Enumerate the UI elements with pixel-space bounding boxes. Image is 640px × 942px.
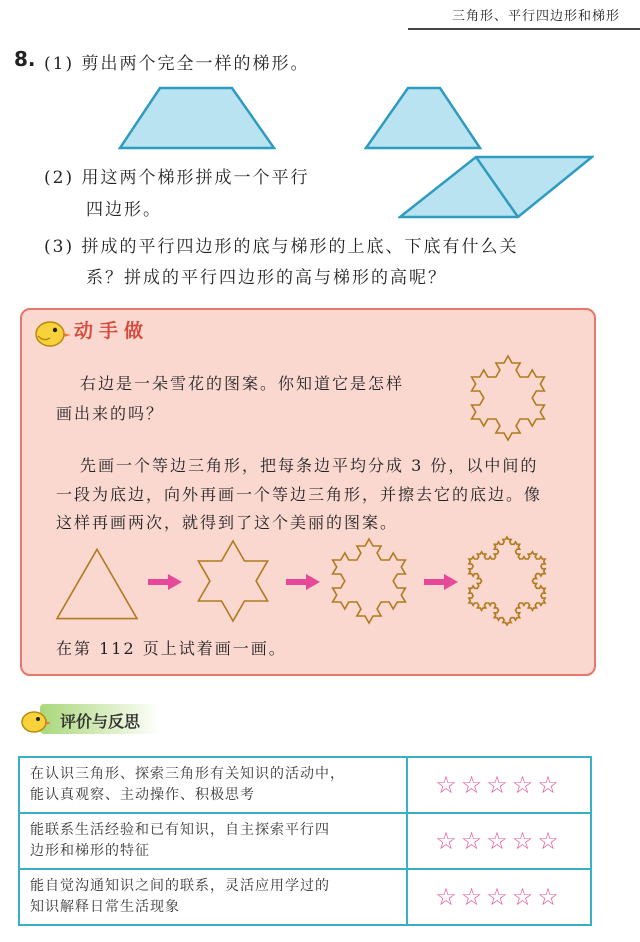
activity-p1-line1: 右边是一朵雪花的图案。你知道它是怎样 [80,374,405,393]
criteria-line: 在认识三角形、探索三角形有关知识的活动中， [30,766,345,782]
star-rating[interactable]: ☆☆☆☆☆ [407,813,591,869]
koch-step-icon [324,536,414,626]
evaluation-table [18,756,592,926]
criteria-line: 能联系生活经验和已有知识，自主探索平行四 [30,822,330,838]
arrow-icon [148,574,184,590]
criteria-cell [19,813,407,869]
question-part2-line1: (2) 用这两个梯形拼成一个平行 [44,168,310,188]
page-header: 三角形、平行四边形和梯形 [408,6,640,30]
star-step-icon [190,538,276,624]
activity-title: 动手做 [74,320,150,342]
criteria-line: 能认真观察、主动操作、积极思考 [30,787,255,803]
question-part3-line1: (3) 拼成的平行四边形的底与梯形的上底、下底有什么关 [44,237,519,257]
criteria-cell [19,869,407,925]
trapezoid-left [118,86,278,152]
arrow-icon [424,574,460,590]
activity-p2-line2: 一段为底边，向外再画一个等边三角形，并擦去它的底边。像 [56,485,543,504]
star-rating[interactable]: ☆☆☆☆☆ [407,757,591,813]
criteria-line: 能自觉沟通知识之间的联系，灵活应用学过的 [30,878,330,894]
criteria-line: 知识解释日常生活现象 [30,899,180,915]
question-number: 8. [14,47,36,71]
question-part1: (1) 剪出两个完全一样的梯形。 [44,54,310,74]
snowflake-outline [198,541,267,621]
question-part2-line2: 四边形。 [86,200,162,220]
triangle-step-icon [54,544,140,624]
star-rating[interactable]: ☆☆☆☆☆ [407,869,591,925]
snowflake-outline [472,356,545,440]
snowflake-icon [458,353,558,443]
snowflake-outline [333,539,406,623]
criteria-cell [19,757,407,813]
snowflake-final-icon [460,534,554,628]
chick-icon [18,706,52,736]
evaluation-title: 评价与反思 [60,712,141,731]
arrow-icon [286,574,322,590]
table-row [19,757,591,813]
criteria-line: 边形和梯形的特征 [30,843,150,859]
parallelogram-figure [398,155,594,221]
trapezoid-right [364,86,484,152]
table-row [19,869,591,925]
activity-practice: 在第 112 页上试着画一画。 [56,639,287,658]
chick-icon [32,316,72,350]
snowflake-outline [57,549,137,618]
activity-p2-line1: 先画一个等边三角形，把每条边平均分成 3 份，以中间的 [80,456,539,475]
activity-p1-line2: 画出来的吗？ [56,404,165,423]
table-row [19,813,591,869]
activity-p2-line3: 这样再画两次，就得到了这个美丽的图案。 [56,513,399,532]
question-part3-line2: 系？拼成的平行四边形的高与梯形的高呢？ [86,268,447,288]
snowflake-outline [469,537,545,625]
